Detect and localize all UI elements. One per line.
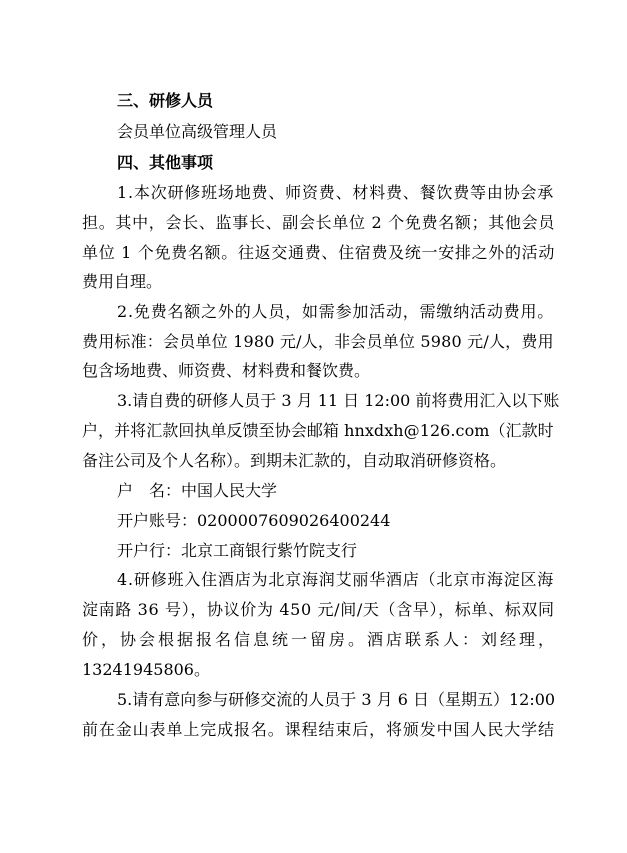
item-4-line-2: 淀南路 36 号），协议价为 450 元/间/天（含早），标单、标双同	[82, 600, 555, 619]
item-4-line-1: 4.研修班入住酒店为北京海润艾丽华酒店（北京市海淀区海	[117, 570, 555, 589]
account-name: 户 名：中国人民大学	[117, 481, 278, 500]
item-1-line-3: 单位 1 个免费名额。往返交通费、住宿费及统一安排之外的活动	[82, 243, 556, 262]
item-5-line-1: 5.请有意向参与研修交流的人员于 3 月 6 日（星期五）12:00	[117, 690, 556, 709]
item-1-line-1: 1.本次研修班场地费、师资费、材料费、餐饮费等由协会承	[117, 183, 555, 202]
item-1-line-2: 担。其中，会长、监事长、副会长单位 2 个免费名额；其他会员	[82, 213, 556, 232]
item-2-line-2: 费用标准：会员单位 1980 元/人，非会员单位 5980 元/人，费用	[82, 332, 554, 351]
section-4-heading: 四、其他事项	[117, 153, 214, 172]
item-2-line-1: 2.免费名额之外的人员，如需参加活动，需缴纳活动费用。	[117, 302, 555, 321]
item-3-line-3: 备注公司及个人名称）。到期未汇款的，自动取消研修资格。	[82, 451, 507, 470]
section-3-heading: 三、研修人员	[117, 91, 214, 110]
item-4-line-3: 价，协会根据报名信息统一留房。酒店联系人：刘经理，	[82, 630, 558, 649]
item-5-line-2: 前在金山表单上完成报名。课程结束后，将颁发中国人民大学结	[82, 720, 555, 739]
item-1-line-4: 费用自理。	[82, 272, 163, 291]
item-4-line-4: 13241945806。	[82, 660, 210, 679]
item-2-line-3: 包含场地费、师资费、材料费和餐饮费。	[82, 361, 371, 380]
bank-name: 开户行：北京工商银行紫竹院支行	[117, 541, 358, 560]
account-number: 开户账号：0200007609026400244	[117, 511, 391, 530]
section-3-body: 会员单位高级管理人员	[117, 122, 278, 141]
item-3-line-1: 3.请自费的研修人员于 3 月 11 日 12:00 前将费用汇入以下账	[117, 391, 560, 410]
item-3-line-2: 户，并将汇款回执单反馈至协会邮箱 hnxdxh@126.com（汇款时	[82, 421, 554, 440]
